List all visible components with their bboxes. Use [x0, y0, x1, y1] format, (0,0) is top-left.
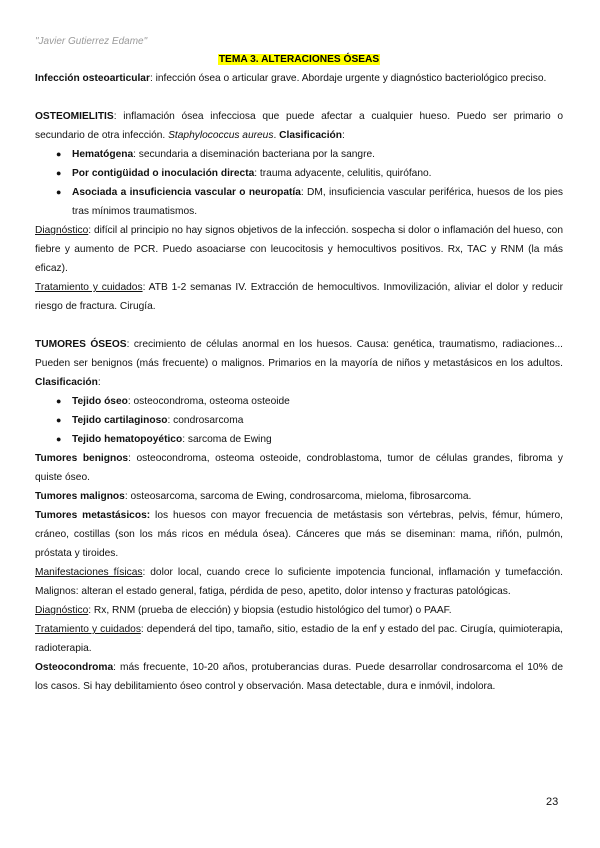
paragraph-metastasicos — [35, 506, 563, 563]
list-item-term: Por contigüidad o inoculación directa — [72, 168, 255, 179]
text-tumores: : crecimiento de células anormal en los huesos. Causa: genética, traumatismo, radiaciones... Pueden ser benignos (más frecuente) o malignos. Primarios en la mayoría de niños y metastásicos en los adultos. — [35, 339, 563, 369]
organism-punct: . — [273, 130, 277, 141]
label-osteocondroma: Osteocondroma — [35, 662, 114, 673]
list-item-term: Tejido cartilaginoso — [72, 415, 168, 426]
label-tratamiento: Tratamiento y cuidados — [35, 624, 141, 635]
class-colon: : — [342, 130, 345, 141]
text-osteomielitis: : inflamación ósea infecciosa que puede afectar a cualquier hueso. Puedo ser primario o secundario de otra infección. — [35, 111, 563, 141]
paragraph-infeccion — [35, 69, 563, 88]
paragraph-tumores-diagnostico — [35, 601, 563, 620]
page-number: 23 — [546, 796, 559, 808]
list-item — [35, 183, 563, 221]
class-colon: : — [97, 377, 101, 388]
paragraph-osteomielitis-tratamiento — [35, 278, 563, 316]
spacer — [35, 316, 563, 335]
class-label-osteomielitis: Clasificación — [279, 130, 342, 141]
term-tumores: TUMORES ÓSEOS — [35, 339, 127, 350]
list-item — [35, 164, 563, 183]
paragraph-osteocondroma — [35, 658, 563, 696]
title-line — [35, 50, 563, 69]
label-metastasicos: Tumores metastásicos: — [35, 510, 151, 521]
paragraph-manifestaciones — [35, 563, 563, 601]
list-item-term: Tejido hematopoyético — [72, 434, 183, 445]
text-diagnostico: : difícil al principio no hay signos objetivos de la infección. sospecha si dolor o inflamación del hueso, con fiebre y aumento de PCR. Puedo asoaciarse con leucocitosis y hemocultivos positivos. Rx, TAC y RNM (la más eficaz). — [35, 225, 563, 274]
paragraph-tumores-tratamiento — [35, 620, 563, 658]
list-item-term: Asociada a insuficiencia vascular o neuropatía — [72, 187, 301, 198]
list-item — [35, 392, 563, 411]
author-header: "Javier Gutierrez Edame" — [35, 36, 148, 47]
paragraph-tumores — [35, 335, 563, 392]
bullet-icon: ● — [56, 434, 62, 444]
text-tratamiento: : dependerá del tipo, tamaño, sitio, estadio de la enf y estado del pac. Cirugía, quimioterapia, radioterapia. — [35, 624, 563, 654]
term-osteomielitis: OSTEOMIELITIS — [35, 111, 114, 122]
bullet-icon: ● — [56, 187, 62, 197]
page-title: TEMA 3. ALTERACIONES ÓSEAS — [218, 54, 380, 65]
text-diagnostico: : Rx, RNM (prueba de elección) y biopsia (estudio histológico del tumor) o PAAF. — [88, 605, 452, 616]
text-tratamiento: : ATB 1-2 semanas IV. Extracción de hemocultivos. Inmovilización, aliviar el dolor y reducir riesgo de fractura. Cirugía. — [35, 282, 563, 312]
text-benignos: : osteocondroma, osteoma osteoide, condroblastoma, tumor de células grandes, fibroma y quiste óseo. — [35, 453, 563, 483]
paragraph-osteomielitis — [35, 107, 563, 145]
list-item — [35, 430, 563, 449]
paragraph-osteomielitis-diagnostico — [35, 221, 563, 278]
list-item-term: Hematógena — [72, 149, 134, 160]
label-manifestaciones: Manifestaciones físicas — [35, 567, 143, 578]
label-benignos: Tumores benignos — [35, 453, 129, 464]
text-metastasicos: los huesos con mayor frecuencia de metástasis son vértebras, pelvis, fémur, húmero, cráneo, costillas (son los más ricos en médula ósea). Cánceres que más se diseminan: mama, riñón, pulmón, próstata y tiroides. — [35, 510, 564, 559]
text-osteocondroma: : más frecuente, 10-20 años, protuberancias duras. Puede desarrollar condrosarcoma el 10% de los casos. Si hay debilitamiento óseo control y observación. Masa detectable, dura e inmóvil, indolora. — [35, 662, 563, 692]
label-tratamiento: Tratamiento y cuidados — [35, 282, 143, 293]
list-item-text: : secundaria a diseminación bacteriana por la sangre. — [133, 149, 375, 160]
spacer — [35, 88, 563, 107]
list-item-text: : osteocondroma, osteoma osteoide — [127, 396, 290, 407]
text-malignos: : osteosarcoma, sarcoma de Ewing, condrosarcoma, mieloma, fibrosarcoma. — [124, 491, 472, 502]
class-label-tumores: Clasificación — [35, 377, 98, 388]
list-item-text: : sarcoma de Ewing — [182, 434, 272, 445]
bullet-icon: ● — [56, 149, 62, 159]
bullet-icon: ● — [56, 168, 62, 178]
term-infeccion: Infección osteoarticular — [35, 73, 150, 84]
list-item — [35, 145, 563, 164]
list-item-text: : trauma adyacente, celulitis, quirófano. — [254, 168, 432, 179]
list-item-text: : DM, insuficiencia vascular periférica, huesos de los pies tras mínimos traumatismos. — [72, 187, 563, 217]
label-diagnostico: Diagnóstico — [35, 605, 89, 616]
label-malignos: Tumores malignos — [35, 491, 125, 502]
paragraph-malignos — [35, 487, 563, 506]
document-content — [35, 50, 563, 696]
paragraph-benignos — [35, 449, 563, 487]
text-infeccion: : infección ósea o articular grave. Abordaje urgente y diagnóstico bacteriológico preciso. — [149, 73, 547, 84]
list-item-text: : condrosarcoma — [167, 415, 244, 426]
organism-name: Staphylococcus aureus — [168, 130, 274, 141]
text-manifestaciones: : dolor local, cuando crece lo suficiente impotencia funcional, inflamación y tumefacción. Malignos: alteran el estado general, fatiga, pérdida de peso, apetito, dolor intenso y fracturas patológicas. — [35, 567, 563, 597]
list-item-term: Tejido óseo — [72, 396, 128, 407]
bullet-icon: ● — [56, 396, 62, 406]
osteomielitis-classification-list — [35, 145, 563, 221]
tumores-classification-list — [35, 392, 563, 449]
bullet-icon: ● — [56, 415, 62, 425]
label-diagnostico: Diagnóstico — [35, 225, 89, 236]
list-item — [35, 411, 563, 430]
